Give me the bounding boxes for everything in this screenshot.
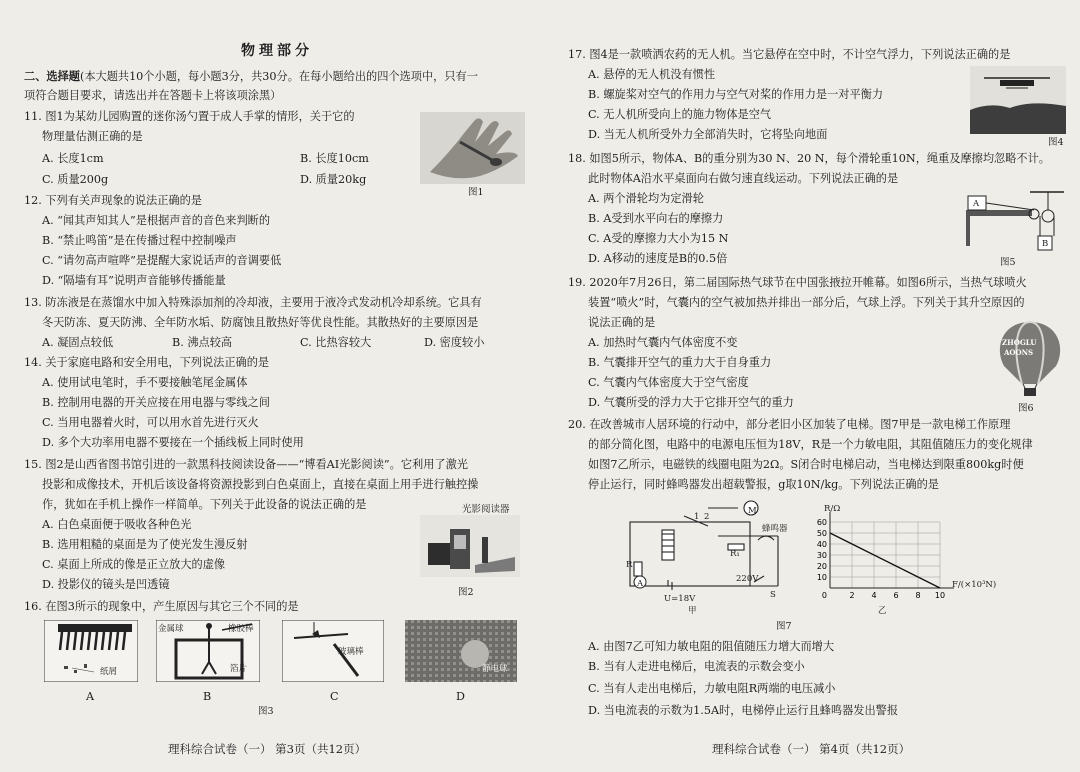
q17-option-d: D. 当无人机所受外力全部消失时，它将坠向地面 (588, 128, 828, 141)
q18-stem-line1: 18. 如图5所示，物体A、B的重分别为30 N、20 N，每个滑轮重10N，绳重及摩擦均忽略不计。 (568, 152, 1050, 165)
q11-option-c: C. 质量200g (42, 173, 109, 186)
q15-option-d: D. 投影仪的镜头是凹透镜 (42, 578, 170, 591)
q14-option-a: A. 使用试电笔时，手不要接触笔尾金属体 (42, 376, 248, 389)
q15-option-a: A. 白色桌面便于吸收各种色光 (42, 518, 192, 531)
q20-stem-line1: 20. 在改善城市人居环境的行动中，部分老旧小区加装了电梯。图7甲是一款电梯工作原理 (568, 418, 1011, 431)
q11-option-d: D. 质量20kg (300, 173, 367, 186)
q20-option-d: D. 当电流表的示数为1.5A时，电梯停止运行且蜂鸣器发出警报 (588, 704, 899, 717)
fig6-caption: 图6 (1018, 403, 1034, 414)
q19-option-d: D. 气囊所受的浮力大于它排开空气的重力 (588, 396, 794, 409)
q12-option-d: D. “隔墙有耳”说明声音能够传播能量 (42, 274, 226, 287)
circuit-motor-label: M (748, 506, 757, 516)
series-line (830, 533, 940, 588)
circuit-diagram (628, 500, 800, 602)
left-footer: 理科综合试卷（一） 第3页（共12页） (168, 742, 367, 756)
fig3d-static-ball-label: 静电球 (482, 664, 508, 674)
x-tick-label: 6 (893, 591, 899, 600)
y-tick-label: 50 (816, 529, 827, 538)
section-header-line2: 项符合题目要求，请选出并在答题卡上将该项涂黑） (24, 89, 282, 102)
y-tick-label: 30 (816, 551, 827, 560)
q19-stem-line3: 说法正确的是 (588, 316, 656, 329)
glass-rod-figure (282, 620, 384, 682)
fig3b-rubber-rod-label: 橡胶棒 (228, 624, 254, 634)
fig2-label: 光影阅读器 (462, 504, 510, 515)
chart-sub-label: 乙 (878, 606, 887, 616)
q19-option-a: A. 加热时气囊内气体密度不变 (588, 336, 738, 349)
chart-xlabel: F/(×10³N) (952, 580, 997, 590)
q15-stem-line3: 作，犹如在手机上操作一样简单。下列关于此设备的说法正确的是 (42, 498, 367, 511)
q17-stem: 17. 图4是一款喷洒农药的无人机。当它悬停在空中时，不计空气浮力，下列说法正确的是 (568, 48, 1011, 61)
q18-stem-line2: 此时物体A沿水平桌面向右做匀速直线运动。下列说法正确的是 (588, 172, 899, 185)
q15-option-c: C. 桌面上所成的像是正立放大的虚像 (42, 558, 226, 571)
balloon-text-1: ZHOGLU (1002, 338, 1037, 347)
hot-air-balloon-figure (992, 320, 1068, 400)
q19-option-b: B. 气囊排开空气的重力大于自身重力 (588, 356, 772, 369)
q18-option-c: C. A受的摩擦力大小为15 N (588, 232, 729, 245)
comb-paper-figure (44, 620, 138, 682)
circuit-switch-label: S (770, 590, 776, 600)
q11-stem-line2: 物理量估测正确的是 (42, 130, 143, 143)
y-tick-label: 10 (816, 573, 827, 582)
right-page (540, 0, 1080, 772)
circuit-buzzer-label: 蜂鸣器 (762, 524, 788, 534)
q14-option-d: D. 多个大功率用电器不要接在一个插线板上同时使用 (42, 436, 304, 449)
section-header (24, 69, 478, 84)
fig3-label-d: D (456, 690, 465, 703)
fig2-caption: 图2 (458, 587, 474, 598)
circuit-r1-label: R₁ (730, 549, 740, 559)
fig1-caption: 图1 (468, 187, 484, 198)
circuit-voltage-label: U=18V (664, 594, 696, 604)
q20-option-a: A. 由图7乙可知力敏电阻的阻值随压力增大而增大 (588, 640, 835, 653)
x-tick-label: 2 (849, 591, 855, 600)
fig7-caption: 图7 (776, 621, 792, 632)
circuit-ammeter-label: A (637, 579, 644, 589)
fig3-label-c: C (330, 690, 339, 703)
q17-option-a: A. 悬停的无人机没有惯性 (588, 68, 716, 81)
q12-option-c: C. “请勿高声喧哗”是提醒大家说话声的音调要低 (42, 254, 282, 267)
y-tick-label: 40 (816, 540, 827, 549)
projector-figure (420, 515, 520, 577)
circuit-ac-label: 220V (736, 574, 759, 584)
y-tick-label: 60 (816, 518, 827, 527)
q15-option-b: B. 选用粗糙的桌面是为了使光发生漫反射 (42, 538, 248, 551)
q13-stem-line1: 13. 防冻液是在蒸馏水中加入特殊添加剂的冷却液，主要用于液冷式发动机冷却系统。它具有 (24, 296, 482, 309)
q19-stem-line2: 装置“喷火”时，气囊内的空气被加热并排出一部分后，气球上浮。下列关于其升空原因的 (588, 296, 1025, 309)
q13-option-c: C. 比热容较大 (300, 336, 372, 349)
hand-spoon-figure (420, 112, 525, 184)
q20-stem-line2: 的部分简化图，电路中的电源电压恒为18V，R是一个力敏电阻，其阻值随压力的变化规律 (588, 438, 1033, 451)
fig3b-metal-ball-label: 金属球 (158, 624, 184, 634)
circuit-contact-1: 1 (694, 512, 700, 522)
q17-option-b: B. 螺旋桨对空气的作用力与空气对桨的作用力是一对平衡力 (588, 88, 884, 101)
q12-option-a: A. “闻其声知其人”是根据声音的音色来判断的 (42, 214, 271, 227)
q15-stem-line1: 15. 图2是山西省图书馆引进的一款黑科技阅读设备——“博看AI光影阅读”。它利用了激光 (24, 458, 468, 471)
fig3-label-a: A (86, 690, 95, 703)
fig5-box-a: A (973, 199, 980, 209)
q13-stem-line2: 冬天防冻、夏天防沸、全年防水垢、防腐蚀且散热好等优良性能。其散热好的主要原因是 (42, 316, 479, 329)
section-header-rest: (本大题共10个小题，每小题3分，共30分。在每小题给出的四个选项中，只有一 (79, 70, 478, 83)
origin-label: 0 (821, 591, 827, 600)
circuit-contact-2: 2 (704, 512, 710, 522)
q11-stem-line1: 11. 图1为某幼儿园购置的迷你汤勺置于成人手掌的情形，关于它的 (24, 110, 355, 123)
section-header-bold: 二、选择题 (24, 69, 80, 83)
fig5-caption: 图5 (1000, 257, 1016, 268)
circuit-r-label: R (626, 560, 633, 570)
q14-stem: 14. 关于家庭电路和安全用电，下列说法正确的是 (24, 356, 270, 369)
fig3-label-b: B (203, 690, 212, 703)
balloon-text-2: AOONS (1004, 348, 1034, 357)
y-tick-label: 20 (816, 562, 827, 571)
x-tick-label: 10 (934, 591, 946, 600)
q13-option-d: D. 密度较小 (424, 336, 485, 349)
chart-ylabel: R/Ω (824, 504, 841, 514)
x-tick-label: 4 (871, 591, 877, 600)
q18-option-a: A. 两个滑轮均为定滑轮 (588, 192, 704, 205)
fig3-caption: 图3 (258, 706, 274, 717)
q12-option-b: B. “禁止鸣笛”是在传播过程中控制噪声 (42, 234, 237, 247)
q14-option-b: B. 控制用电器的开关应接在用电器与零线之间 (42, 396, 270, 409)
q13-option-b: B. 沸点较高 (172, 336, 233, 349)
q20-stem-line4: 停止运行，同时蜂鸣器发出超载警报，g取10N/kg。下列说法正确的是 (588, 478, 939, 491)
q18-option-b: B. A受到水平向右的摩擦力 (588, 212, 724, 225)
q18-option-d: D. A移动的速度是B的0.5倍 (588, 252, 728, 265)
q16-stem: 16. 在图3所示的现象中，产生原因与其它三个不同的是 (24, 600, 299, 613)
drone-figure (970, 66, 1066, 134)
q19-option-c: C. 气囊内气体密度大于空气密度 (588, 376, 749, 389)
q12-stem: 12. 下列有关声现象的说法正确的是 (24, 194, 202, 207)
q20-stem-line3: 如图7乙所示，电磁铁的线圈电阻为2Ω。S闭合时电梯启动，当电梯达到限重800kg时便 (588, 458, 1024, 471)
right-footer: 理科综合试卷（一） 第4页（共12页） (712, 742, 911, 756)
circuit-sub-label: 甲 (688, 606, 697, 616)
q11-option-b: B. 长度10cm (300, 152, 369, 165)
fig3a-paper-label: 纸屑 (100, 667, 118, 677)
q17-option-c: C. 无人机所受向上的施力物体是空气 (588, 108, 772, 121)
q20-option-c: C. 当有人走出电梯后，力敏电阻R两端的电压减小 (588, 682, 836, 695)
fig3b-foil-label: 箔片 (230, 664, 248, 674)
q20-option-b: B. 当有人走进电梯后，电流表的示数会变小 (588, 660, 805, 673)
q15-stem-line2: 投影和成像技术，开机后该设备将资源投影到白色桌面上，直接在桌面上用手进行触控操 (42, 478, 479, 491)
q14-option-c: C. 当用电器着火时，可以用水首先进行灭火 (42, 416, 259, 429)
q11-option-a: A. 长度1cm (42, 152, 104, 165)
page-title: 物理部分 (241, 43, 313, 59)
q13-option-a: A. 凝固点较低 (42, 336, 114, 349)
fig3c-glass-rod-label: 玻璃棒 (338, 647, 364, 657)
x-tick-label: 8 (915, 591, 921, 600)
q19-stem-line1: 19. 2020年7月26日，第二届国际热气球节在中国张掖拉开帷幕。如图6所示，当热气球喷火 (568, 276, 1027, 289)
resistance-force-chart (808, 502, 958, 602)
fig4-caption: 图4 (1048, 137, 1064, 148)
fig5-box-b: B (1042, 239, 1049, 249)
